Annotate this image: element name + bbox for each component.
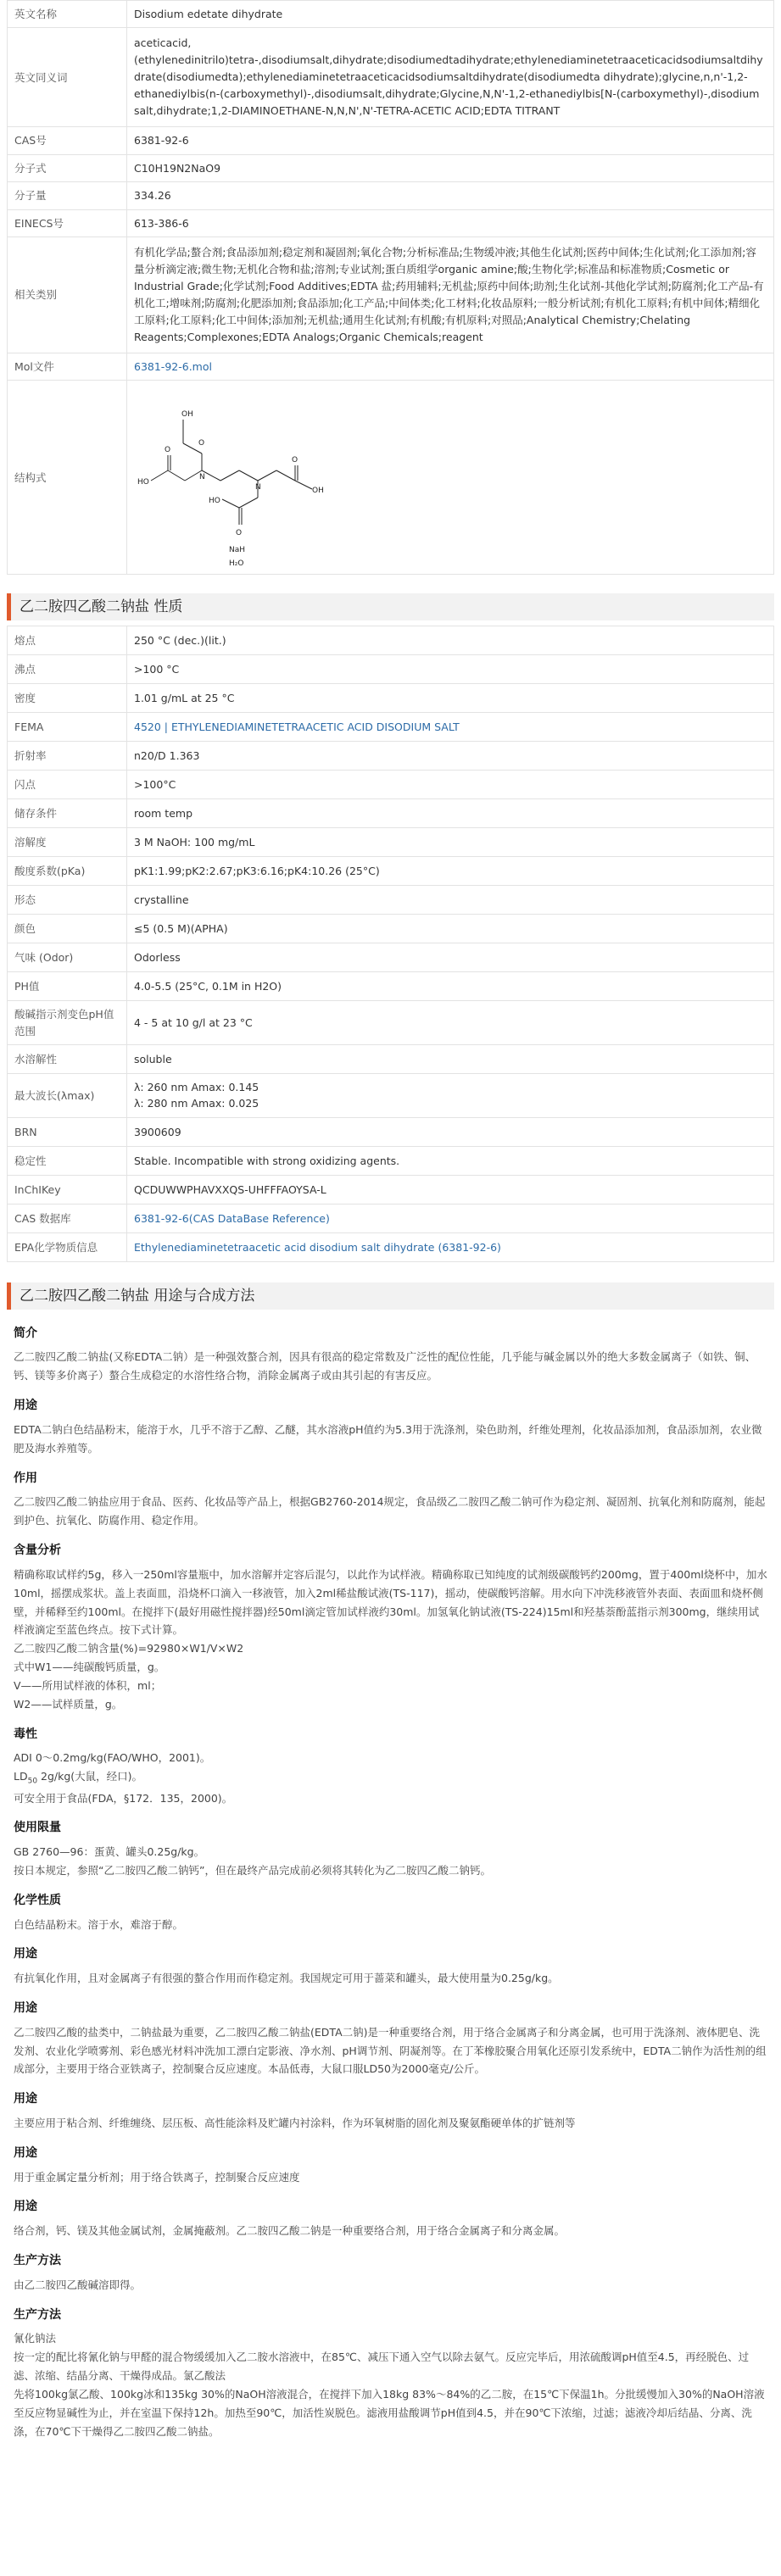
- property-value: [127, 943, 774, 972]
- use4-heading: 用途: [14, 2092, 37, 2106]
- intro-heading: 简介: [14, 1326, 37, 1340]
- property-row: [8, 626, 774, 655]
- toxicity-adi: ADI 0～0.2mg/kg(FAO/WHO，2001)。: [14, 1751, 211, 1765]
- property-row: [8, 1175, 774, 1204]
- use3-heading: 用途: [14, 2001, 37, 2015]
- property-row: [8, 684, 774, 713]
- category-links[interactable]: 有机化学品;螯合剂;食品添加剂;稳定剂和凝固剂;氧化合物;分析标准品;生物缓冲液;其他生化试剂;医药中间体;生化试剂;化工添加剂;容量分析滴定液;微生物;无机化合物和盐;溶剂;专业试剂;蛋白质组学organic amine;酸;生物化学;标准品和标准物质;Cosmetic or Industrial Grade;化学试剂;Food Additives;EDTA 盐;药用辅料;无机盐;原药中间体;助剂;生化试剂-其他化学试剂;防腐剂;化工产品-有机化工;增味剂;防腐剂;化肥添加剂;食品添加;化工产品;中间体类;化工材料;化妆品原料;一般分析试剂;有机化工原料;有机中间体;精细化工原料;化工原料;化工中间体;添加剂;无机盐;通用生化试剂;有机酸;有机原料;对照品;Analytical Chemistry;Chelating Reagents;Complexones;EDTA Analogs;Organic Chemicals;reagent: [127, 236, 774, 353]
- use6-heading: 用途: [14, 2200, 37, 2214]
- mol-label: Mol文件: [8, 353, 127, 380]
- page-content: [7, 0, 774, 2467]
- property-value-line: λ: 280 nm Amax: 0.025: [134, 1097, 259, 1110]
- property-row: [8, 972, 774, 1001]
- property-label: EPA化学物质信息: [8, 1232, 127, 1261]
- struct-label-oh-1: OH: [181, 410, 193, 420]
- property-value-line: n20/D 1.363: [134, 749, 200, 763]
- struct-label-o-3: O: [236, 529, 243, 538]
- property-label: 折射率: [8, 742, 127, 771]
- struct-label-oh-3: HO: [209, 497, 220, 506]
- row-synonyms: [8, 28, 774, 127]
- struct-label-n-2: N: [255, 483, 261, 492]
- production1-paragraph: 由乙二胺四乙酸碱溶即得。: [14, 2278, 142, 2291]
- property-link[interactable]: 6381-92-6(CAS DataBase Reference): [134, 1211, 330, 1225]
- properties-section-title: 乙二胺四乙酸二钠盐 性质: [7, 593, 774, 620]
- property-label: 熔点: [8, 626, 127, 655]
- assay-w2: W2——试样质量，g。: [14, 1697, 123, 1711]
- property-label: 颜色: [8, 915, 127, 943]
- row-en-name: [8, 1, 774, 28]
- property-row: [8, 771, 774, 799]
- property-label: 沸点: [8, 655, 127, 684]
- property-value: [127, 799, 774, 828]
- synonyms-label: 英文同义词: [8, 28, 127, 127]
- property-value-line: pK1:1.99;pK2:2.67;pK3:6.16;pK4:10.26 (25°C): [134, 865, 380, 878]
- property-value: [127, 655, 774, 684]
- property-value: [127, 1175, 774, 1204]
- property-value-line: 4.0-5.5 (25°C, 0.1M in H2O): [134, 980, 282, 993]
- property-row: [8, 886, 774, 915]
- property-label: CAS 数据库: [8, 1204, 127, 1232]
- struct-label-o-2: O: [292, 456, 298, 465]
- property-value-line: λ: 260 nm Amax: 0.145: [134, 1081, 259, 1093]
- property-label: PH值: [8, 972, 127, 1001]
- property-row: [8, 915, 774, 943]
- toxicity-fda: 可安全用于食品(FDA，§172．135，2000)。: [14, 1791, 233, 1805]
- formula-value: C10H19N2NaO9: [127, 154, 774, 181]
- property-value: [127, 713, 774, 742]
- limit-heading: 使用限量: [14, 1821, 61, 1835]
- property-value: [127, 1146, 774, 1175]
- mw-value: 334.26: [127, 182, 774, 209]
- property-value: [127, 886, 774, 915]
- struct-label-h2o: H₂O: [229, 559, 244, 569]
- production1-heading: 生产方法: [14, 2254, 61, 2267]
- property-row: [8, 857, 774, 886]
- property-label: BRN: [8, 1117, 127, 1146]
- property-value: [127, 1232, 774, 1261]
- struct-label-oh-2: OH: [312, 487, 324, 496]
- formula-label: 分子式: [8, 154, 127, 181]
- row-structure: [8, 381, 774, 575]
- limit-japan: 按日本规定，参照“乙二胺四乙酸二钠钙”，但在最终产品完成前必须将其转化为乙二胺四乙酸二钠钙。: [14, 1864, 491, 1877]
- action-paragraph: 乙二胺四乙酸二钠盐应用于食品、医药、化妆品等产品上，根据GB2760-2014规定，食品级乙二胺四乙酸二钠可作为稳定剂、凝固剂、抗氧化剂和防腐剂，能起到护色、抗氧化、防腐作用、稳定作用。: [14, 1495, 766, 1527]
- struct-label-o-4: O: [165, 446, 171, 455]
- property-row: [8, 799, 774, 828]
- property-value-line: QCDUWWPHAVXXQS-UHFFFAOYSA-L: [134, 1182, 326, 1196]
- mw-label: 分子量: [8, 182, 127, 209]
- property-value: [127, 1117, 774, 1146]
- property-link[interactable]: 4520 | ETHYLENEDIAMINETETRAACETIC ACID DISODIUM SALT: [134, 721, 460, 734]
- toxicity-ld50: $LD_{50}$ 2g/kg(大鼠，经口)。: [14, 1770, 143, 1786]
- property-link[interactable]: Ethylenediaminetetraacetic acid disodium salt dihydrate (6381-92-6): [134, 1240, 501, 1254]
- use1-heading: 用途: [14, 1399, 37, 1413]
- property-label: 酸碱指示剂变色pH值范围: [8, 1001, 127, 1045]
- property-value-line: >100 °C: [134, 663, 180, 676]
- use2-paragraph: 有抗氧化作用，且对金属离子有很强的螯合作用而作稳定剂。我国规定可用于蔷菜和罐头，最大使用量为0.25g/kg。: [14, 1972, 559, 1985]
- production2-paragraph-2: 先将100kg氯乙酸、100kg冰和135kg 30%的NaOH溶液混合，在搅拌下加入18kg 83%～84%的乙二胺，在15℃下保温1h。分批缓慢加入30%的NaOH溶液至反应物显碱性为止，并在室温下保持12h。加热至90℃，加活性炭脱色。滤液用盐酸调节pH值到4.5，并在90℃下浓缩，过滤；滤液冷却后结晶、分离、洗涤，在70℃下干燥得乙二胺四乙酸二钠盐。: [14, 2387, 765, 2438]
- assay-heading: 含量分析: [14, 1544, 61, 1558]
- row-formula: [8, 154, 774, 181]
- property-value: [127, 742, 774, 771]
- property-value-line: room temp: [134, 807, 193, 821]
- use3-paragraph: 乙二胺四乙酸的盐类中，二钠盐最为重要，乙二胺四乙酸二钠盐(EDTA二钠)是一种重要络合剂，用于络合金属离子和分离金属，也可用于洗涤剂、液体肥皂、洗发剂、农业化学喷雾剂、彩色感光材料冲洗加工漂白定影液、净水剂、pH调节剂、阴凝剂等。在丁苯橡胶聚合用氧化还原引发系统中，EDTA二钠作为活性剂的组成部分，主要用于络合亚铁离子，控制聚合反应速度。本品低毒，大鼠口服LD50为2000毫克/公斤。: [14, 2025, 767, 2076]
- property-row: [8, 1045, 774, 1074]
- property-label: 水溶解性: [8, 1045, 127, 1074]
- property-row: [8, 1204, 774, 1232]
- property-label: 溶解度: [8, 828, 127, 857]
- struct-label-nah: NaH: [229, 546, 246, 555]
- assay-formula: 乙二胺四乙酸二钠含量(%)=92980×W1/V×W2: [14, 1642, 244, 1655]
- einecs-value: 613-386-6: [127, 209, 774, 236]
- property-value: [127, 1074, 774, 1118]
- property-row: [8, 828, 774, 857]
- property-value-line: 1.01 g/mL at 25 °C: [134, 692, 235, 705]
- property-value-line: 250 °C (dec.)(lit.): [134, 634, 226, 648]
- production2-paragraph: 按一定的配比将氰化钠与甲醛的混合物缓缓加入乙二胺水溶液中，在85℃、减压下通入空气以除去氨气。反应完毕后，用浓硫酸调pH值至4.5，再经脱色、过滤、浓缩、结晶分离、干燥得成品。氯乙酸法: [14, 2351, 750, 2382]
- property-value: [127, 771, 774, 799]
- basic-info-table: [7, 0, 774, 575]
- property-row: [8, 1074, 774, 1118]
- property-value: [127, 857, 774, 886]
- property-label: 气味 (Odor): [8, 943, 127, 972]
- use4-paragraph: 主要应用于粘合剂、纤维缠绕、层压板、高性能涂料及贮罐内衬涂料，作为环氧树脂的固化剂及聚氨酯硬单体的扩链剂等: [14, 2117, 576, 2129]
- cas-label: CAS号: [8, 127, 127, 154]
- structure-label: 结构式: [8, 381, 127, 575]
- struct-label-o-1: O: [198, 439, 205, 448]
- property-row: [8, 713, 774, 742]
- property-value-line: Odorless: [134, 951, 181, 965]
- limit-gb: GB 2760—96：蛋黄、罐头0.25g/kg。: [14, 1845, 205, 1859]
- property-label: InChIKey: [8, 1175, 127, 1204]
- properties-table: [7, 626, 774, 1262]
- property-label: 形态: [8, 886, 127, 915]
- synonyms-value: aceticacid,(ethylenedinitrilo)tetra-,disodiumsalt,dihydrate;disodiumedtadihydrate;ethylenediaminetetraaceticacidsodiumsaltdihydrate(disodiumedta);ethylenediaminetetraaceticacidsodiumsaltdihydrate(disodiumedta dihydrate);glycine,n,n'-1,2-ethanediylbis(n-(carboxymethyl)-,disodiumsalt,dihydrate;Glycine,N,N'-1,2-ethanediylbis[N-(carboxymethyl)-,disodium salt,dihydrate;1,2-DIAMINOETHANE-N,N,N',N'-TETRA-ACETIC ACID;EDTA TITRANT: [127, 28, 774, 127]
- property-value: [127, 915, 774, 943]
- chem-paragraph: 白色结晶粉末。溶于水，难溶于醇。: [14, 1917, 184, 1931]
- property-row: [8, 742, 774, 771]
- property-row: [8, 1146, 774, 1175]
- use5-paragraph: 用于重金属定量分析剂；用于络合铁离子，控制聚合反应速度: [14, 2170, 300, 2184]
- chem-heading: 化学性质: [14, 1893, 61, 1907]
- property-value: [127, 1001, 774, 1045]
- intro-paragraph: 乙二胺四乙酸二钠盐(又称EDTA二钠）是一种强效螯合剂，因具有很高的稳定常数及广泛性的配位性能，几乎能与碱金属以外的绝大多数金属离子（如铁、铜、钙、镁等多价离子）螯合生成稳定的水溶性络合物，消除金属离子或由其引起的有害反应。: [14, 1350, 756, 1383]
- structure-cell: [127, 381, 774, 575]
- struct-label-ho-4: HO: [137, 478, 149, 487]
- assay-v: V——所用试样液的体积，ml；: [14, 1679, 162, 1692]
- struct-label-n-1: N: [199, 473, 205, 482]
- property-label: FEMA: [8, 713, 127, 742]
- property-value-line: 3 M NaOH: 100 mg/mL: [134, 836, 255, 849]
- uses-section-title: 乙二胺四乙酸二钠盐 用途与合成方法: [7, 1282, 774, 1310]
- use1-paragraph: EDTA二钠白色结晶粉末，能溶于水，几乎不溶于乙醇、乙醚，其水溶液pH值约为5.3用于洗涤剂，染色助剂，纤维处理剂，化妆品添加剂，食品添加剂，农业微肥及海水养殖等。: [14, 1422, 762, 1455]
- action-heading: 作用: [14, 1471, 37, 1485]
- use5-heading: 用途: [14, 2145, 37, 2160]
- property-value: [127, 1204, 774, 1232]
- property-label: 闪点: [8, 771, 127, 799]
- property-row: [8, 943, 774, 972]
- row-mw: [8, 182, 774, 209]
- property-value: [127, 828, 774, 857]
- en-name-label: 英文名称: [8, 1, 127, 28]
- en-name-value: Disodium edetate dihydrate: [127, 1, 774, 28]
- row-cas: [8, 127, 774, 154]
- use6-paragraph: 络合剂，钙、镁及其他金属试剂，金属掩蔽剂。乙二胺四乙酸二钠是一种重要络合剂，用于络合金属离子和分离金属。: [14, 2224, 566, 2238]
- production2-method: 氰化钠法: [14, 2332, 57, 2345]
- row-einecs: [8, 209, 774, 236]
- property-value-line: Stable. Incompatible with strong oxidizing agents.: [134, 1154, 400, 1167]
- property-label: 最大波长(λmax): [8, 1074, 127, 1118]
- property-row: [8, 1001, 774, 1045]
- uses-section: [7, 1310, 774, 2467]
- row-category: [8, 236, 774, 353]
- mol-file-link[interactable]: 6381-92-6.mol: [134, 359, 212, 373]
- property-label: 密度: [8, 684, 127, 713]
- property-value: [127, 684, 774, 713]
- assay-w1: 式中W1——纯碳酸钙质量，g。: [14, 1661, 165, 1674]
- property-value-line: 4 - 5 at 10 g/l at 23 °C: [134, 1015, 253, 1029]
- toxicity-heading: 毒性: [14, 1727, 37, 1741]
- category-label: 相关类别: [8, 236, 127, 353]
- property-value-line: soluble: [134, 1052, 172, 1065]
- property-value: [127, 626, 774, 655]
- property-label: 稳定性: [8, 1146, 127, 1175]
- use2-heading: 用途: [14, 1947, 37, 1961]
- property-row: [8, 655, 774, 684]
- property-label: 储存条件: [8, 799, 127, 828]
- property-row: [8, 1232, 774, 1261]
- property-label: 酸度系数(pKa): [8, 857, 127, 886]
- property-value-line: ≤5 (0.5 M)(APHA): [134, 922, 228, 936]
- property-value: [127, 972, 774, 1001]
- property-value-line: crystalline: [134, 893, 189, 907]
- production2-heading: 生产方法: [14, 2307, 61, 2322]
- structure-image: [134, 386, 354, 569]
- row-mol: [8, 353, 774, 380]
- assay-paragraph: 精确称取试样约5g，移入一250ml容量瓶中，加水溶解并定容后混匀，以此作为试样液。精确称取已知纯度的试剂级碳酸钙约200mg，置于400ml烧杯中，加水10ml，摇摆成浆状。盖上表面皿，沿烧杯口滴入一移液管，加入2ml稀盐酸试液(TS-117)，摇动，使碳酸钙溶解。用水向下冲洗移液管外表面、表面皿和烧杯侧壁，并稀释至约100ml。在搅拌下(最好用磁性搅拌器)经50ml滴定管加试样液约30ml。加氢氧化钠试液(TS-224)15ml和羟基萘酚蓝指示剂300mg，继续用试样液滴定至蓝色终点。按下式计算。: [14, 1567, 767, 1637]
- property-row: [8, 1117, 774, 1146]
- einecs-label: EINECS号: [8, 209, 127, 236]
- property-value-line: 3900609: [134, 1125, 181, 1138]
- cas-value: 6381-92-6: [127, 127, 774, 154]
- property-value: [127, 1045, 774, 1074]
- property-value-line: >100°C: [134, 778, 176, 792]
